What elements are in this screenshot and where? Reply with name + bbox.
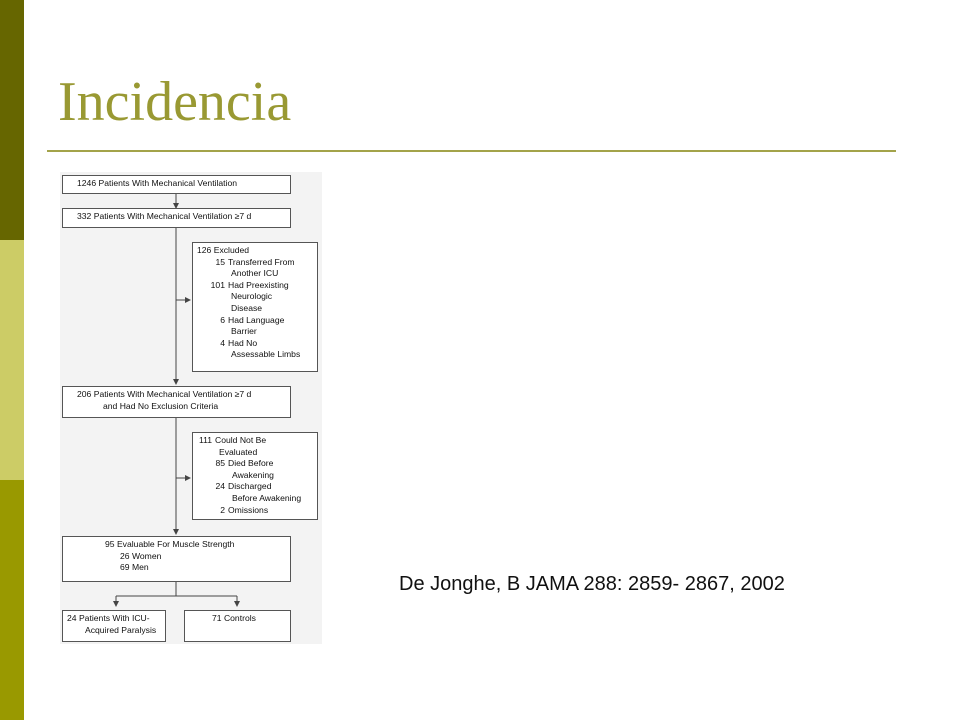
excluded-count: 101 (210, 279, 225, 290)
not-evaluated-header: Could Not Be (215, 435, 267, 445)
box4-women: 26 Women (120, 550, 162, 561)
paralysis-line2: Acquired Paralysis (85, 624, 157, 635)
not-evaluated-count: 111 (198, 435, 212, 445)
box-could-not-be-evaluated (192, 432, 318, 520)
title-underline (47, 150, 896, 152)
not-evaluated-reason: Omissions (228, 504, 269, 515)
excluded-reason-cont: Assessable Limbs (231, 349, 301, 360)
not-evaluated-reason: Discharged (228, 481, 272, 492)
box4-men: 69 Men (120, 562, 149, 573)
not-evaluated-reason: Died Before (228, 458, 274, 469)
excluded-header: 126 Excluded (197, 245, 250, 255)
excluded-reason-cont: Disease (231, 302, 263, 313)
patient-flowchart (60, 172, 322, 644)
excluded-reason: Transferred From (228, 256, 295, 267)
excluded-reason: Had Preexisting (228, 279, 289, 290)
box2-text: 332 Patients With Mechanical Ventilation ≥7 d (77, 211, 252, 221)
left-accent-stripe-dark (0, 0, 24, 240)
left-accent-stripe-light (0, 240, 24, 480)
not-evaluated-header-cont: Evaluated (219, 446, 258, 457)
box3-line2: and Had No Exclusion Criteria (103, 400, 219, 411)
not-evaluated-item-count: 85 (215, 458, 225, 469)
box-icu-acquired-paralysis (62, 610, 166, 642)
not-evaluated-item-count: 2 (220, 504, 225, 515)
excluded-reason-cont: Barrier (231, 326, 257, 337)
box-controls (184, 610, 291, 642)
box-mechanical-ventilation-total (62, 175, 291, 194)
controls-text: 71 Controls (212, 613, 256, 623)
box1-text: 1246 Patients With Mechanical Ventilation (77, 178, 238, 188)
box3-line1: 206 Patients With Mechanical Ventilation ≥7 d (77, 389, 252, 399)
excluded-reason-cont: Another ICU (231, 268, 279, 279)
slide-title: Incidencia (58, 71, 292, 133)
not-evaluated-reason-cont: Awakening (232, 469, 274, 480)
excluded-reason: Had Language (228, 314, 285, 325)
paralysis-line1: 24 Patients With ICU- (67, 613, 150, 623)
citation-text: De Jonghe, B JAMA 288: 2859- 2867, 2002 (399, 573, 785, 595)
box-excluded (192, 242, 318, 372)
excluded-count: 15 (215, 256, 225, 267)
excluded-reason: Had No (228, 337, 258, 348)
excluded-reason-cont: Neurologic (231, 291, 273, 302)
box-ventilation-7-days (62, 208, 291, 228)
not-evaluated-item-count: 24 (215, 481, 225, 492)
left-accent-stripe-olive (0, 480, 24, 720)
box-evaluable-muscle-strength (62, 536, 291, 582)
not-evaluated-reason-cont: Before Awakening (232, 492, 302, 503)
excluded-count: 6 (220, 314, 225, 325)
box-no-exclusion-criteria (62, 386, 291, 418)
excluded-count: 4 (220, 337, 225, 348)
box4-header: 95 Evaluable For Muscle Strength (105, 539, 235, 549)
